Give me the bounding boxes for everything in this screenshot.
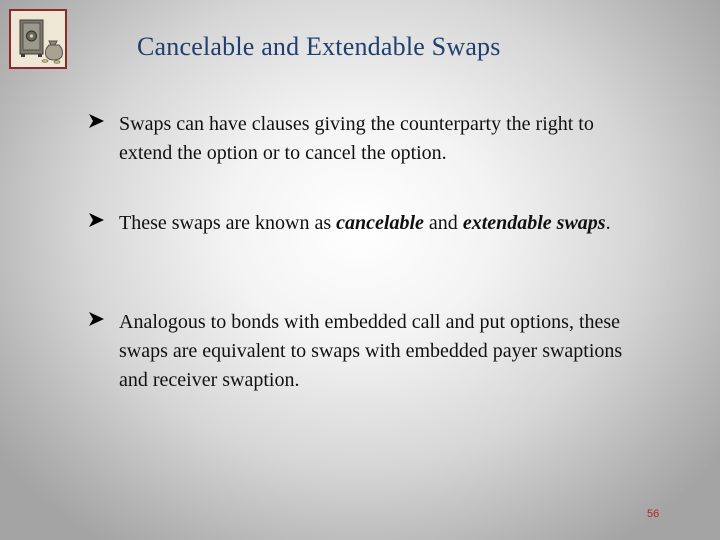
bullet-text-mid: and: [423, 212, 463, 234]
bullet-text-suffix: .: [605, 212, 611, 234]
arrowhead-bullet-icon: [88, 212, 106, 228]
arrowhead-bullet-icon: [88, 113, 106, 129]
bullet-text: [119, 209, 639, 238]
bullet-emphasis-cancelable: cancelable: [336, 212, 424, 234]
bullet-text-prefix: These swaps are known as: [119, 212, 337, 234]
safe-logo-icon: [9, 9, 67, 69]
bullet-emphasis-extendable: extendable swaps: [462, 212, 606, 234]
arrowhead-bullet-icon: [88, 311, 106, 327]
bullet-text: Analogous to bonds with embedded call and put options, these swaps are equivalent to swaps with embedded payer swaptions and receiver swaption.: [119, 311, 623, 391]
bullet-text: Swaps can have clauses giving the counterparty the right to extend the option or to cancel the option.: [119, 113, 594, 164]
slide-title: Cancelable and Extendable Swaps: [137, 32, 501, 61]
page-number: 56: [647, 508, 660, 520]
